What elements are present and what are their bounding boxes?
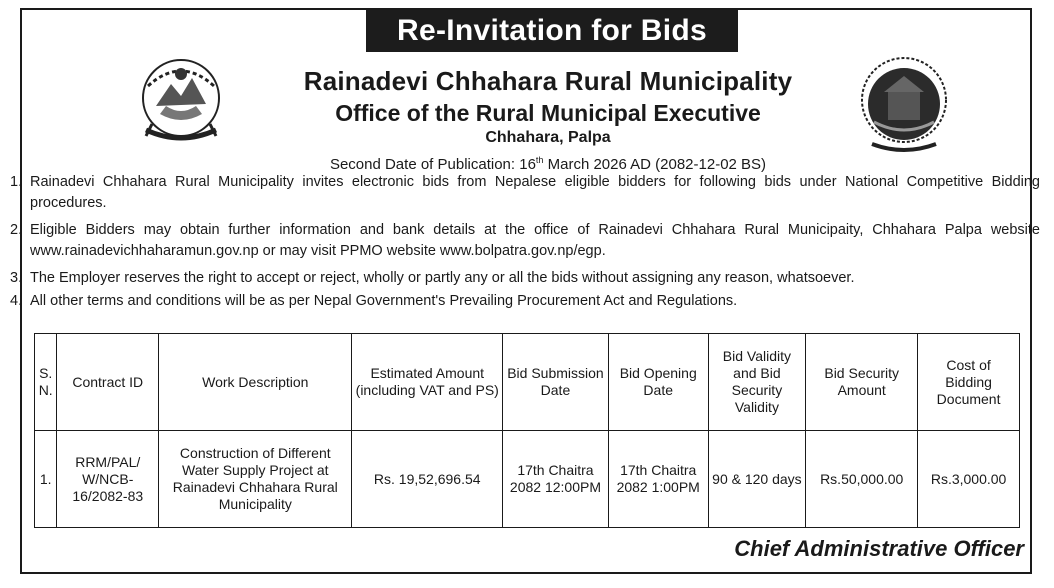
cell-opening-date: 17th Chaitra 2082 1:00PM xyxy=(608,431,708,528)
municipality-name: Rainadevi Chhahara Rural Municipality xyxy=(303,66,793,96)
header-sn: S. N. xyxy=(35,334,57,431)
notice-banner: Re-Invitation for Bids xyxy=(366,10,738,52)
notice-points xyxy=(10,172,1040,318)
header-security-amount: Bid Security Amount xyxy=(806,334,918,431)
notice-point: 1. Rainadevi Chhahara Rural Municipality invites electronic bids from Nepalese eligible bidders for following bids under National Competitive Bidding procedures. xyxy=(10,174,1040,211)
table-header-row xyxy=(35,334,1020,431)
notice-point: 2. Eligible Bidders may obtain further information and bank details at the office of Rainadevi Chhahara Rural Municipaity, Chhahara Palpa website www.rainadevichhaharamun.gov.np or may visit PPMO website www.bolpatra.gov.np/egp. xyxy=(10,222,1040,259)
cell-security-amount: Rs.50,000.00 xyxy=(806,431,918,528)
government-emblem-logo xyxy=(126,46,236,156)
table-row xyxy=(35,431,1020,528)
header-submission-date: Bid Submission Date xyxy=(503,334,609,431)
office-location: Chhahara, Palpa xyxy=(485,129,611,146)
cell-contract-id: RRM/PAL/ W/NCB- 16/2082-83 xyxy=(57,431,159,528)
header-work-description: Work Description xyxy=(159,334,352,431)
publication-date: Second Date of Publication: 16th March 2026 AD (2082-12-02 BS) xyxy=(329,155,767,173)
cell-validity: 90 & 120 days xyxy=(708,431,806,528)
header-contract-id: Contract ID xyxy=(57,334,159,431)
notice-point: 3. The Employer reserves the right to accept or reject, wholly or partly any or all the bids without assigning any reason, whatsoever. xyxy=(10,270,855,286)
notice-point: 4. All other terms and conditions will be as per Nepal Government's Prevailing Procurement Act and Regulations. xyxy=(10,293,738,309)
cell-submission-date: 17th Chaitra 2082 12:00PM xyxy=(503,431,609,528)
header-validity: Bid Validity and Bid Security Validity xyxy=(708,334,806,431)
office-name: Office of the Rural Municipal Executive xyxy=(335,100,761,126)
bids-table xyxy=(34,333,1020,528)
header-document-cost: Cost of Bidding Document xyxy=(918,334,1020,431)
cell-work-description: Construction of Different Water Supply Project at Rainadevi Chhahara Rural Municipality xyxy=(159,431,352,528)
cell-estimated-amount: Rs. 19,52,696.54 xyxy=(352,431,503,528)
signatory-title: Chief Administrative Officer xyxy=(734,536,1024,561)
header-opening-date: Bid Opening Date xyxy=(608,334,708,431)
cell-sn: 1. xyxy=(35,431,57,528)
cell-document-cost: Rs.3,000.00 xyxy=(918,431,1020,528)
header-estimated-amount: Estimated Amount (including VAT and PS) xyxy=(352,334,503,431)
